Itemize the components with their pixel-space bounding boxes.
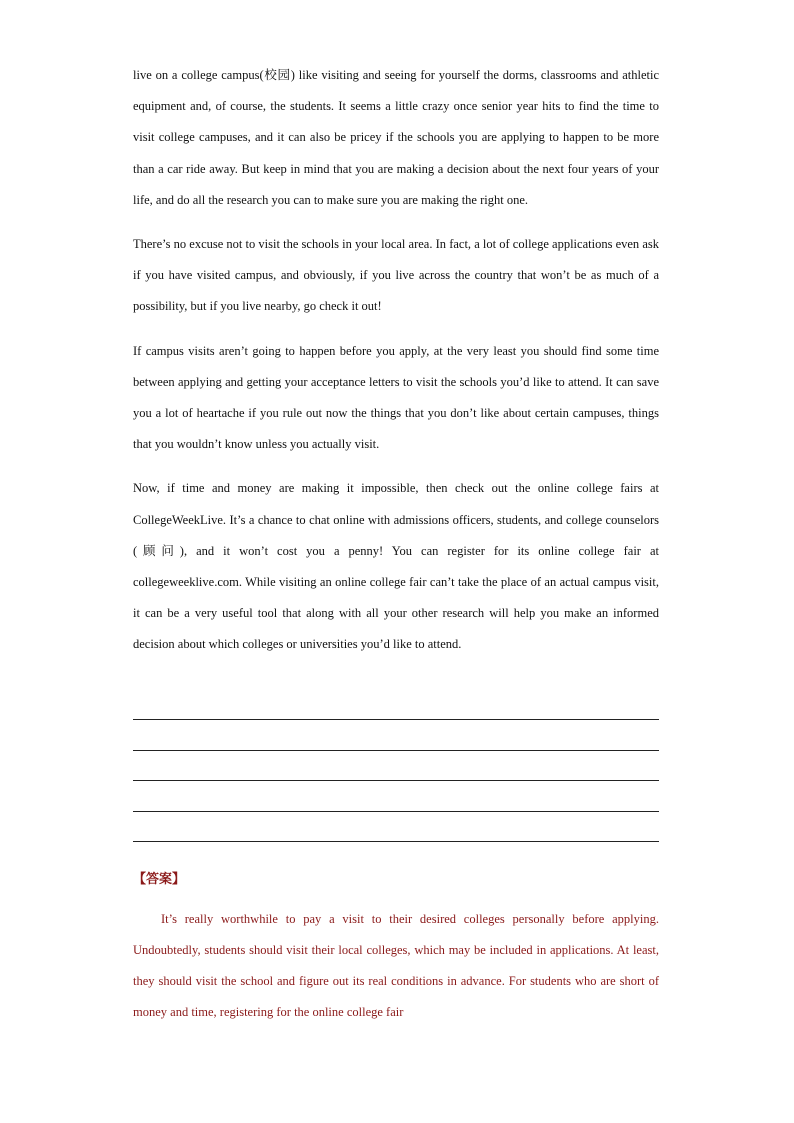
writing-lines	[133, 690, 659, 843]
writing-line	[133, 690, 659, 721]
writing-line	[133, 720, 659, 751]
writing-line	[133, 812, 659, 843]
answer-heading: 【答案】	[133, 872, 186, 888]
paragraph-local-schools: There’s no excuse not to visit the schools in your local area. In fact, a lot of college applications even ask if you have visited campus, and obviously, if you live across the country that won’t be as much of a possibility, but if you live nearby, go check it out!	[133, 237, 659, 314]
writing-line	[133, 781, 659, 812]
paragraph-online-fairs: Now, if time and money are making it impossible, then check out the online college fairs at CollegeWeekLive. It’s a chance to chat online with admissions officers, students, and college counselors (顾问), and it won’t cost you a penny! You can register for its online college fair at collegeweeklive.com. While visiting an online college fair can’t take the place of an actual campus visit, it can be a very useful tool that along with all your other research will help you make an informed decision about which colleges or universities you’d like to attend.	[133, 481, 659, 652]
writing-line	[133, 751, 659, 782]
document-page	[133, 60, 659, 1041]
paragraph-before-applying: If campus visits aren’t going to happen before you apply, at the very least you should find some time between applying and getting your acceptance letters to visit the schools you’d like to attend. It can save you a lot of heartache if you rule out now the things that you don’t like about certain campuses, things that you wouldn’t know unless you actually visit.	[133, 343, 659, 452]
answer-text: It’s really worthwhile to pay a visit to their desired colleges personally before applying. Undoubtedly, students should visit their local colleges, which may be included in applications. At least, they should visit the school and figure out its real conditions in advance. For students who are short of money and time, registering for the online college fair	[133, 912, 659, 1020]
paragraph-campus-visit: live on a college campus(校园) like visiting and seeing for yourself the dorms, classrooms and athletic equipment and, of course, the students. It seems a little crazy once senior year hits to find the time to visit college campuses, and it can also be pricey if the schools you are applying to happen to be more than a car ride away. But keep in mind that you are making a decision about the next four years of your life, and do all the research you can to make sure you are making the right one.	[133, 68, 659, 207]
